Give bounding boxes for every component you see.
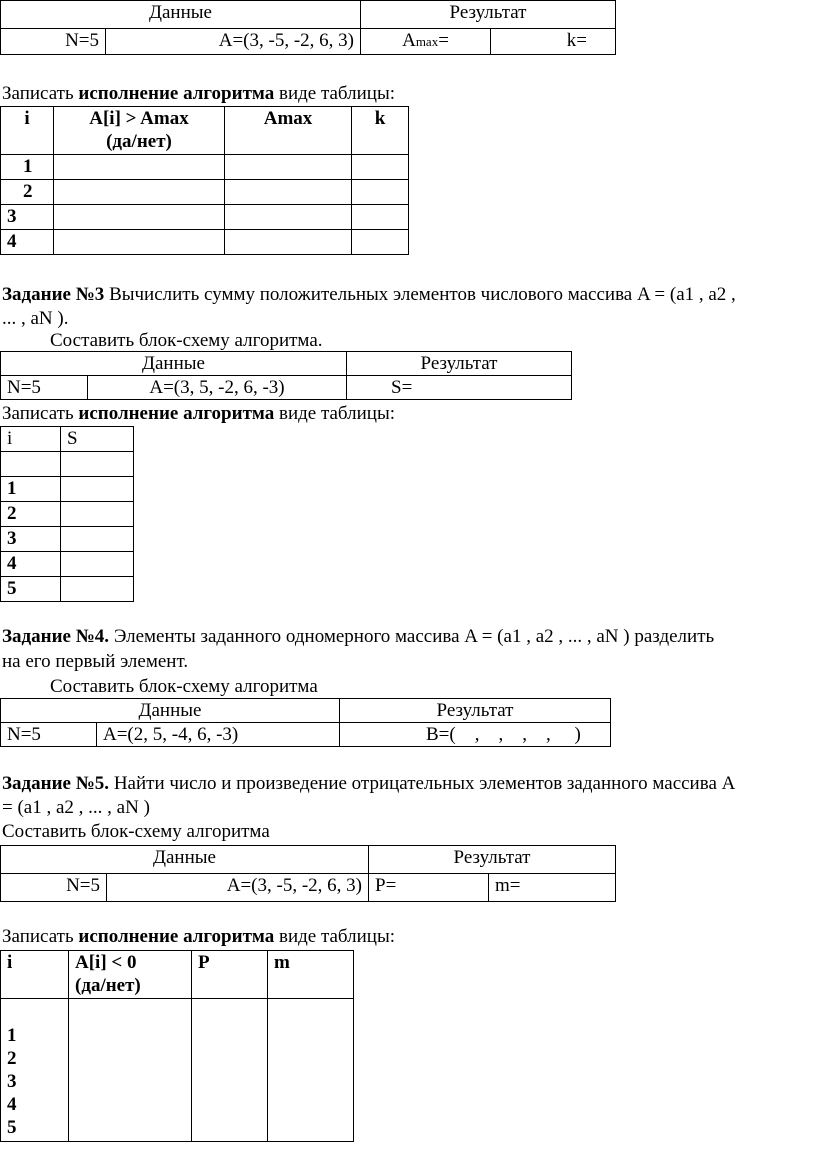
header-data: Данные <box>1 1 361 29</box>
header-i: i <box>1 107 54 155</box>
header-result: Результат <box>340 699 611 723</box>
amax-base: A <box>402 30 416 51</box>
cell-array: A=(3, -5, -2, 6, 3) <box>107 874 369 902</box>
task5-text: Найти число и произведение отрицательных элементов заданного массива A <box>109 773 736 794</box>
header-data: Данные <box>1 352 347 376</box>
amax-eq: = <box>438 30 449 51</box>
task5-line3: Составить блок-схему алгоритма <box>2 821 270 842</box>
instruction-prefix: Записать <box>2 83 79 104</box>
table-execution-2 <box>0 426 134 602</box>
row-index: 2 <box>7 1048 17 1069</box>
row-index: 4 <box>7 1094 17 1115</box>
instruction-bold: исполнение алгоритма <box>78 83 275 104</box>
row-index: 5 <box>1 577 61 602</box>
table-data-result-4 <box>0 698 611 747</box>
row-index: 1 <box>7 1025 17 1046</box>
header-amax: Amax <box>225 107 352 155</box>
instruction-prefix: Записать <box>2 403 79 424</box>
cell-n: N=5 <box>1 723 97 747</box>
instruction-prefix: Записать <box>2 926 79 947</box>
task4-text: Элементы заданного одномерного массива A = (a1 , a2 , ... , aN ) разделить <box>109 626 715 647</box>
condition-label: A[i] < 0 <box>75 952 137 973</box>
instruction-bold: исполнение алгоритма <box>78 403 275 424</box>
row-index: 2 <box>1 180 54 205</box>
instruction-suffix: виде таблицы: <box>274 403 395 424</box>
header-i: i <box>1 951 69 999</box>
cell-n: N=5 <box>1 874 107 902</box>
table-execution-3 <box>0 950 354 1142</box>
cell-s: S= <box>347 376 572 400</box>
amax-sub: max <box>415 34 439 49</box>
row-index: 3 <box>7 1071 17 1092</box>
instruction-suffix: виде таблицы: <box>274 83 395 104</box>
cell-array: A=(3, -5, -2, 6, 3) <box>106 29 361 55</box>
task4-line1 <box>2 625 714 649</box>
task5-line2: = (a1 , a2 , ... , aN ) <box>2 797 150 818</box>
instruction-3 <box>2 925 395 949</box>
cell-p: P= <box>369 874 489 902</box>
task4-line3: Составить блок-схему алгоритма <box>50 676 318 697</box>
header-result: Результат <box>361 1 616 29</box>
header-data: Данные <box>1 846 369 874</box>
task5-line1 <box>2 772 735 796</box>
table-data-result-1 <box>0 0 616 55</box>
cell-b: B=( , , , , ) <box>340 723 611 747</box>
cell-array: A=(2, 5, -4, 6, -3) <box>97 723 340 747</box>
task5-title: Задание №5. <box>2 773 110 794</box>
header-p: P <box>192 951 268 999</box>
header-result: Результат <box>347 352 572 376</box>
instruction-bold: исполнение алгоритма <box>78 926 275 947</box>
row-index: 2 <box>1 502 61 527</box>
row-indices <box>1 999 69 1142</box>
header-condition <box>54 107 225 155</box>
instruction-2 <box>2 402 395 426</box>
row-index: 1 <box>1 155 54 180</box>
table-data-result-3 <box>0 351 572 400</box>
cell-m: m= <box>489 874 616 902</box>
row-index: 3 <box>1 527 61 552</box>
header-data: Данные <box>1 699 340 723</box>
row-index: 4 <box>1 552 61 577</box>
header-result: Результат <box>369 846 616 874</box>
task3-line3: Составить блок-схему алгоритма. <box>50 330 323 351</box>
row-index: 4 <box>1 230 54 255</box>
task3-line2: ... , aN ). <box>2 308 69 329</box>
instruction-suffix: виде таблицы: <box>274 926 395 947</box>
task3-title: Задание №3 <box>2 284 105 305</box>
header-k: k <box>352 107 409 155</box>
cell-k: k= <box>491 29 616 55</box>
task3-text: Вычислить сумму положительных элементов числового массива A = (a1 , a2 , <box>104 284 736 305</box>
task4-line2: на его первый элемент. <box>2 651 189 672</box>
task4-title: Задание №4. <box>2 626 110 647</box>
header-s: S <box>61 427 134 452</box>
cell-n: N=5 <box>1 376 88 400</box>
instruction-1 <box>2 82 395 106</box>
header-m: m <box>268 951 354 999</box>
cell-array: A=(3, 5, -2, 6, -3) <box>88 376 347 400</box>
condition-label: A[i] > Amax <box>89 108 189 129</box>
row-index: 1 <box>1 477 61 502</box>
row-index: 5 <box>7 1117 17 1138</box>
task3-line1 <box>2 283 736 307</box>
table-data-result-5 <box>0 845 616 902</box>
header-condition <box>69 951 192 999</box>
header-i: i <box>1 427 61 452</box>
row-index: 3 <box>1 205 54 230</box>
cell-amax <box>361 29 491 55</box>
table-execution-1 <box>0 106 409 255</box>
condition-sub: (да/нет) <box>106 131 172 152</box>
cell-n: N=5 <box>1 29 106 55</box>
condition-sub: (да/нет) <box>75 975 141 996</box>
